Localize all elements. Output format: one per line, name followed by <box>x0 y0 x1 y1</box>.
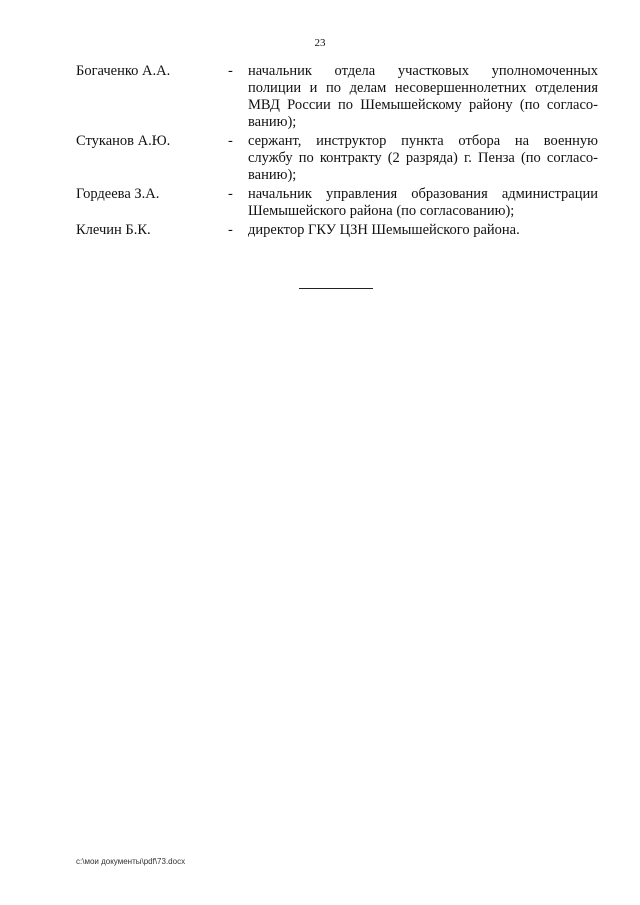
role-line: Шемышейского района (по согласованию); <box>248 203 515 219</box>
role-line: начальник управления образования администрации <box>248 186 598 202</box>
member-name: Богаченко А.А. <box>76 63 171 79</box>
member-role <box>248 186 598 220</box>
member-dash: - <box>228 222 233 238</box>
role-line: МВД России по Шемышейскому району (по согласо- <box>248 97 598 113</box>
page-number: 23 <box>314 37 326 49</box>
role-line: начальник отдела участковых уполномоченных <box>248 63 598 79</box>
member-dash: - <box>228 186 233 202</box>
end-of-list-separator <box>299 288 373 289</box>
role-line: директор ГКУ ЦЗН Шемышейского района. <box>248 222 520 238</box>
role-line: сержант, инструктор пункта отбора на военную <box>248 133 598 149</box>
member-name: Гордеева З.А. <box>76 186 160 202</box>
member-name: Клечин Б.К. <box>76 222 151 238</box>
member-row <box>76 133 598 184</box>
member-dash: - <box>228 133 233 149</box>
member-dash: - <box>228 63 233 79</box>
member-row <box>76 63 598 131</box>
role-line: ванию); <box>248 167 297 183</box>
member-row <box>76 222 598 239</box>
role-line: ванию); <box>248 114 297 130</box>
member-role <box>248 133 598 184</box>
role-line: службу по контракту (2 разряда) г. Пенза (по согласо- <box>248 150 598 166</box>
footer-file-path: c:\мои документы\pdf\73.docx <box>76 857 186 866</box>
member-role <box>248 63 598 131</box>
member-row <box>76 186 598 220</box>
role-line: полиции и по делам несовершеннолетних отделения <box>248 80 598 96</box>
commission-member-list <box>76 63 598 241</box>
member-role <box>248 222 598 239</box>
member-name: Стуканов А.Ю. <box>76 133 171 149</box>
